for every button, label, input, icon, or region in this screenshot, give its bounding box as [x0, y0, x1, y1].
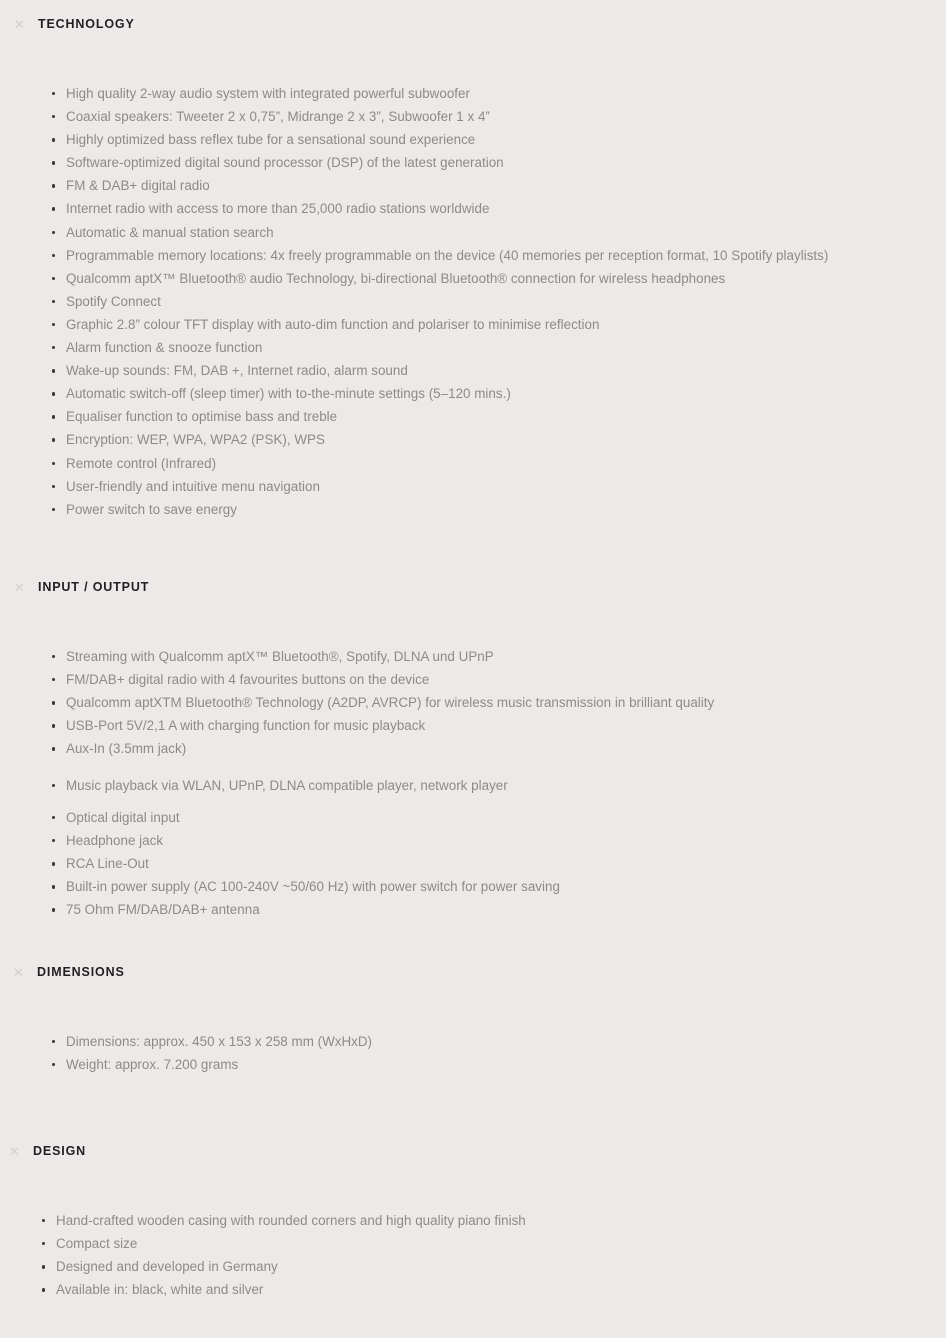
section-header-technology[interactable]	[14, 17, 135, 31]
list-item: Remote control (Infrared)	[51, 452, 828, 475]
list-item: Highly optimized bass reflex tube for a sensational sound experience	[51, 128, 828, 151]
section-header-dimensions[interactable]	[13, 965, 125, 979]
clipped-list-item: Music playback via WLAN, UPnP, DLNA compatible player, network player	[51, 774, 508, 797]
list-item: Encryption: WEP, WPA, WPA2 (PSK), WPS	[51, 428, 828, 451]
list-item: Dimensions: approx. 450 x 153 x 258 mm (WxHxD)	[51, 1030, 372, 1053]
list-item: Wake-up sounds: FM, DAB +, Internet radio, alarm sound	[51, 359, 828, 382]
section-title: DIMENSIONS	[37, 965, 125, 979]
close-icon[interactable]: ✕	[13, 964, 24, 980]
section-title: TECHNOLOGY	[38, 17, 135, 31]
list-item: Automatic & manual station search	[51, 221, 828, 244]
list-item: Hand-crafted wooden casing with rounded corners and high quality piano finish	[41, 1209, 526, 1232]
list-item: Spotify Connect	[51, 290, 828, 313]
list-item: Graphic 2.8” colour TFT display with auto-dim function and polariser to minimise reflection	[51, 313, 828, 336]
section-title: DESIGN	[33, 1144, 87, 1158]
list-item: Coaxial speakers: Tweeter 2 x 0,75”, Midrange 2 x 3”, Subwoofer 1 x 4”	[51, 105, 828, 128]
list-item: Equaliser function to optimise bass and treble	[51, 405, 828, 428]
section-title: INPUT / OUTPUT	[38, 580, 150, 594]
list-item: Qualcomm aptX™ Bluetooth® audio Technology, bi-directional Bluetooth® connection for wireless headphones	[51, 267, 828, 290]
list-item: Available in: black, white and silver	[41, 1278, 526, 1301]
list-item: Programmable memory locations: 4x freely programmable on the device (40 memories per reception format, 10 Spotify playlists)	[51, 244, 828, 267]
list-item: FM & DAB+ digital radio	[51, 174, 828, 197]
list-item: Aux-In (3.5mm jack)	[51, 737, 714, 760]
list-item: Streaming with Qualcomm aptX™ Bluetooth®, Spotify, DLNA und UPnP	[51, 645, 714, 668]
list-item: RCA Line-Out	[51, 852, 560, 875]
section-header-design[interactable]	[9, 1144, 86, 1158]
list-item: Power switch to save energy	[51, 498, 828, 521]
spec-list-dimensions	[51, 1030, 372, 1076]
close-icon[interactable]: ✕	[14, 579, 25, 595]
list-item: Software-optimized digital sound processor (DSP) of the latest generation	[51, 151, 828, 174]
close-icon[interactable]: ✕	[14, 16, 25, 32]
spec-list-input-output	[51, 645, 714, 760]
list-item: Built-in power supply (AC 100-240V ~50/60 Hz) with power switch for power saving	[51, 875, 560, 898]
list-item: Weight: approx. 7.200 grams	[51, 1053, 372, 1076]
list-item: Internet radio with access to more than 25,000 radio stations worldwide	[51, 197, 828, 220]
list-item: 75 Ohm FM/DAB/DAB+ antenna	[51, 898, 560, 921]
list-item: Designed and developed in Germany	[41, 1255, 526, 1278]
list-item: User-friendly and intuitive menu navigation	[51, 475, 828, 498]
list-item: High quality 2-way audio system with integrated powerful subwoofer	[51, 82, 828, 105]
spec-list-technology	[51, 82, 828, 521]
list-item: Headphone jack	[51, 829, 560, 852]
list-item: Alarm function & snooze function	[51, 336, 828, 359]
list-item: Qualcomm aptXTM Bluetooth® Technology (A2DP, AVRCP) for wireless music transmission in brilliant quality	[51, 691, 714, 714]
list-item: FM/DAB+ digital radio with 4 favourites buttons on the device	[51, 668, 714, 691]
spec-list-input-output-continued	[51, 806, 560, 921]
list-item: Optical digital input	[51, 806, 560, 829]
clipped-list-item-container	[51, 778, 911, 796]
close-icon[interactable]: ✕	[9, 1143, 20, 1159]
spec-list-design	[41, 1209, 526, 1301]
list-item: Compact size	[41, 1232, 526, 1255]
list-item: Automatic switch-off (sleep timer) with to-the-minute settings (5–120 mins.)	[51, 382, 828, 405]
list-item: USB-Port 5V/2,1 A with charging function for music playback	[51, 714, 714, 737]
section-header-input-output[interactable]	[14, 580, 149, 594]
